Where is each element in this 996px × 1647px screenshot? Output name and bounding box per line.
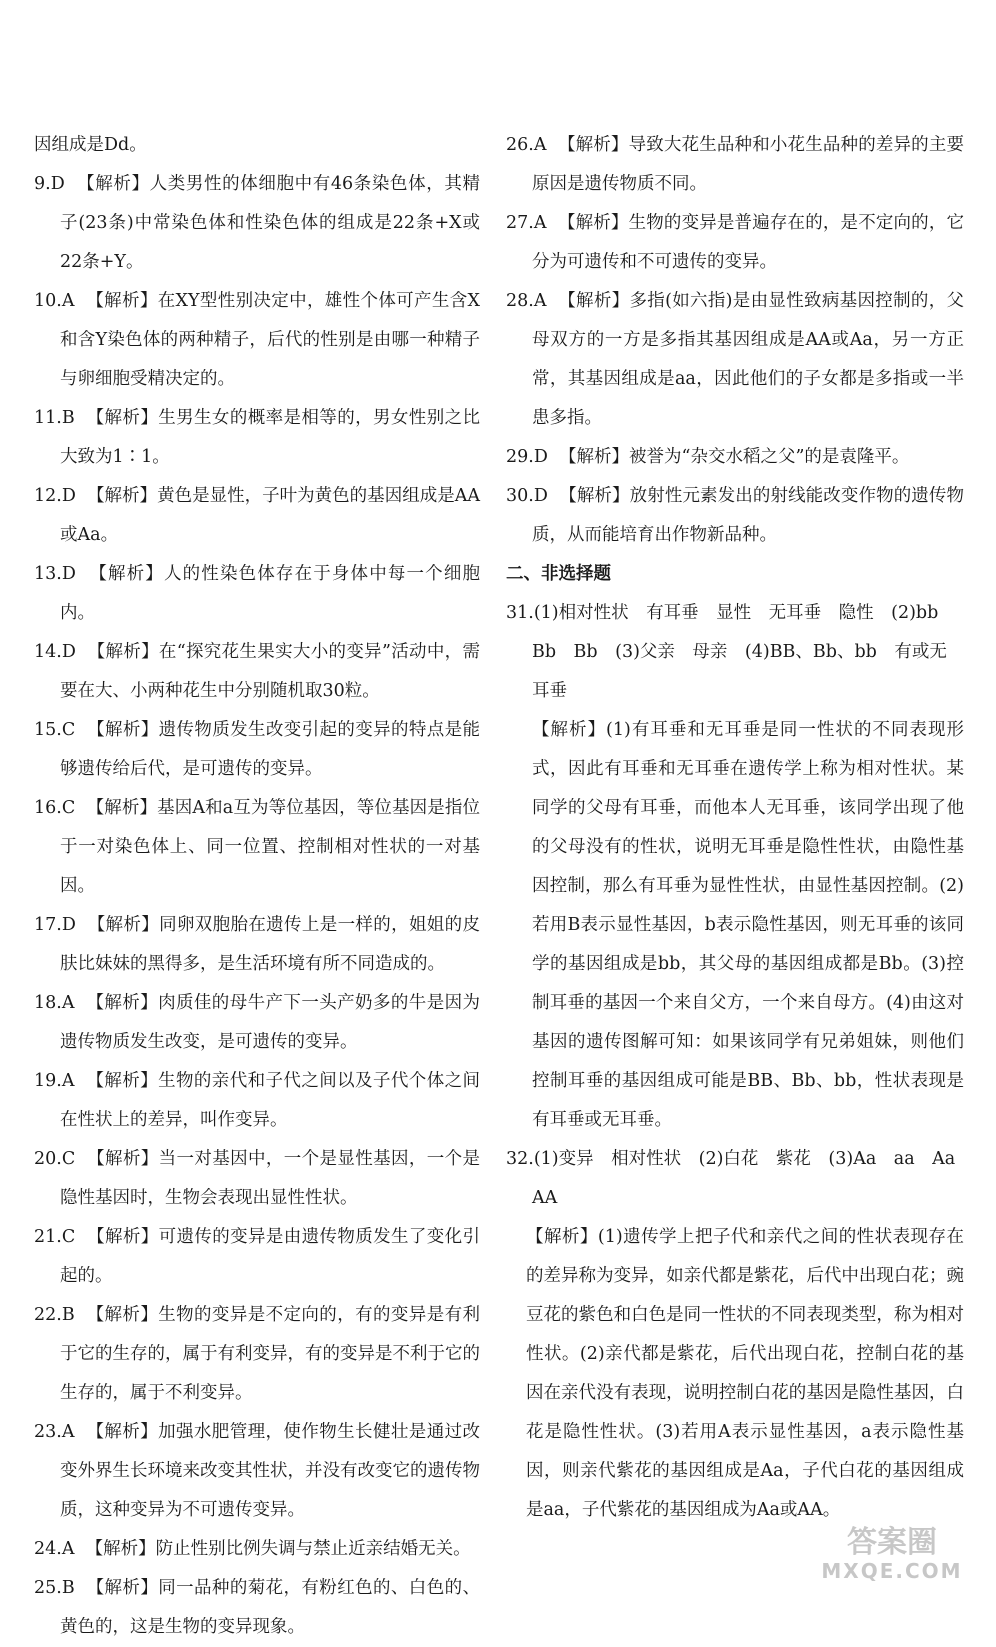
answer-item-22 bbox=[34, 1296, 480, 1413]
watermark-line2: MXQE.COM bbox=[821, 1559, 963, 1583]
item-explanation: 人的性染色体存在于身体中每一个细胞内。 bbox=[60, 564, 481, 623]
item-number: 26. bbox=[506, 135, 534, 155]
answer-item-23 bbox=[34, 1413, 480, 1530]
section-heading: 二、非选择题 bbox=[506, 564, 611, 584]
item-tag: 【解析】 bbox=[86, 993, 159, 1013]
item-number: 25. bbox=[34, 1578, 62, 1598]
item-answer: A bbox=[61, 1539, 75, 1559]
item-number: 13. bbox=[34, 564, 62, 584]
item-tag: 【解析】 bbox=[557, 135, 629, 155]
item-number: 18. bbox=[34, 993, 62, 1013]
answer-item-28 bbox=[506, 282, 964, 438]
item-explanation: 放射性元素发出的射线能改变作物的遗传物质，从而能培育出作物新品种。 bbox=[532, 486, 965, 545]
item-tag: 【解析】 bbox=[86, 1305, 159, 1325]
item-tag: 【解析】 bbox=[89, 564, 164, 584]
item-answer: B bbox=[61, 1305, 75, 1325]
q32-answer-text-1: (1)变异 相对性状 (2)白花 紫花 (3)Aa aa Aa bbox=[533, 1149, 956, 1169]
item-explanation: 基因A和a互为等位基因，等位基因是指位于一对染色体上、同一位置、控制相对性状的一对基因。 bbox=[60, 798, 480, 896]
item-explanation: 多指(如六指)是由显性致病基因控制的，父母双方的一方是多指其基因组成是AA或Aa，另一方正常，其基因组成是aa，因此他们的子女都是多指或一半患多指。 bbox=[532, 291, 965, 428]
item-tag: 【解析】 bbox=[86, 408, 159, 428]
item-tag: 【解析】 bbox=[87, 1149, 159, 1169]
item-answer: A bbox=[533, 135, 547, 155]
item-tag: 【解析】 bbox=[559, 486, 630, 506]
answer-item-18 bbox=[34, 984, 480, 1062]
item-explanation: 导致大花生品种和小花生品种的差异的主要原因是遗传物质不同。 bbox=[532, 135, 964, 194]
item-explanation: 生物的变异是不定向的，有的变异是有利于它的生存的，属于有利变异，有的变异是不利于它的生存的，属于不利变异。 bbox=[60, 1305, 480, 1403]
item-explanation: 防止性别比例失调与禁止近亲结婚无关。 bbox=[155, 1539, 471, 1559]
item-explanation: 人类男性的体细胞中有46条染色体，其精子(23条)中常染色体和性染色体的组成是22条+X或22条+Y。 bbox=[60, 174, 480, 272]
item-answer: B bbox=[61, 1578, 75, 1598]
item-answer: A bbox=[61, 291, 75, 311]
item-answer: C bbox=[61, 720, 76, 740]
item-tag: 【解析】 bbox=[87, 1227, 159, 1247]
item-answer: D bbox=[533, 447, 548, 467]
item-explanation: 被誉为“杂交水稻之父”的是袁隆平。 bbox=[629, 447, 910, 467]
answer-item-14 bbox=[34, 633, 480, 711]
item-number: 15. bbox=[34, 720, 62, 740]
answer-item-24 bbox=[34, 1530, 480, 1569]
item-number: 24. bbox=[34, 1539, 62, 1559]
item-number: 19. bbox=[34, 1071, 62, 1091]
answer-item-11 bbox=[34, 399, 480, 477]
item-number: 31. bbox=[506, 603, 534, 623]
item-number: 23. bbox=[34, 1422, 62, 1442]
q31-explanation: 【解析】(1)有耳垂和无耳垂是同一性状的不同表现形式，因此有耳垂和无耳垂在遗传学上称为相对性状。某同学的父母有耳垂，而他本人无耳垂，该同学出现了他的父母没有的性状，说明无耳垂是隐性性状，由隐性基因控制，那么有耳垂为显性性状，由显性基因控制。(2)若用B表示显性基因，b表示隐性基因，则无耳垂的该同学的基因组成是bb，其父母的基因组成都是Bb。(3)控制耳垂的基因一个来自父方，一个来自母方。(4)由这对基因的遗传图解可知：如果该同学有兄弟姐妹，则他们控制耳垂的基因组成可能是BB、Bb、bb，性状表现是有耳垂或无耳垂。 bbox=[532, 720, 964, 1130]
answer-item-13 bbox=[34, 555, 480, 633]
q31-answer-text-1: (1)相对性状 有耳垂 显性 无耳垂 隐性 (2)bb bbox=[533, 603, 939, 623]
item-answer: C bbox=[61, 1227, 76, 1247]
item-number: 21. bbox=[34, 1227, 62, 1247]
answer-item-20 bbox=[34, 1140, 480, 1218]
item-number: 10. bbox=[34, 291, 62, 311]
answer-item-12 bbox=[34, 477, 480, 555]
item-number: 20. bbox=[34, 1149, 62, 1169]
item-answer: D bbox=[533, 486, 548, 506]
item-answer: C bbox=[61, 798, 76, 818]
q32-explanation: 【解析】(1)遗传学上把子代和亲代之间的性状表现存在的差异称为变异，如亲代都是紫花，后代中出现白花；豌豆花的紫色和白色是同一性状的不同表现类型，称为相对性状。(2)亲代都是紫花，后代出现白花，控制白花的基因在亲代没有表现，说明控制白花的基因是隐性基因，白花是隐性性状。(3)若用A表示显性基因，a表示隐性基因，则亲代紫花的基因组成是Aa，子代白花的基因组成是aa，子代紫花的基因组成为Aa或AA。 bbox=[526, 1227, 964, 1520]
item-tag: 【解析】 bbox=[86, 1422, 159, 1442]
item-tag: 【解析】 bbox=[557, 213, 629, 233]
answer-item-21 bbox=[34, 1218, 480, 1296]
item-tag: 【解析】 bbox=[85, 1539, 156, 1559]
item-tag: 【解析】 bbox=[87, 642, 159, 662]
item-explanation: 同卵双胞胎在遗传上是一样的，姐姐的皮肤比妹妹的黑得多，是生活环境有所不同造成的。 bbox=[60, 915, 480, 974]
item-answer: A bbox=[533, 291, 547, 311]
answer-item-25 bbox=[34, 1569, 480, 1647]
item-answer: A bbox=[533, 213, 547, 233]
item-explanation: 当一对基因中，一个是显性基因，一个是隐性基因时，生物会表现出显性性状。 bbox=[60, 1149, 480, 1208]
item-tag: 【解析】 bbox=[87, 915, 160, 935]
answer-item-26 bbox=[506, 126, 964, 204]
item-answer: A bbox=[61, 1071, 75, 1091]
item-explanation: 可遗传的变异是由遗传物质发生了变化引起的。 bbox=[60, 1227, 480, 1286]
left-column bbox=[34, 126, 480, 1647]
answer-item-30 bbox=[506, 477, 964, 555]
item-answer: D bbox=[61, 486, 76, 506]
answer-item-10 bbox=[34, 282, 480, 399]
item-number: 12. bbox=[34, 486, 62, 506]
item-explanation: 生物的变异是普遍存在的，是不定向的，它分为可遗传和不可遗传的变异。 bbox=[532, 213, 964, 272]
answer-item-31 bbox=[506, 594, 964, 1140]
item-number: 22. bbox=[34, 1305, 62, 1325]
item-answer: D bbox=[50, 174, 65, 194]
q32-answer-line-2: AA bbox=[532, 1188, 558, 1208]
item-explanation: 生物的亲代和子代之间以及子代个体之间在性状上的差异，叫作变异。 bbox=[60, 1071, 481, 1130]
item-explanation: 在XY型性别决定中，雄性个体可产生含X和含Y染色体的两种精子，后代的性别是由哪一种精子与卵细胞受精决定的。 bbox=[60, 291, 480, 389]
answer-item-27 bbox=[506, 204, 964, 282]
item-number: 32. bbox=[506, 1149, 534, 1169]
item-answer: A bbox=[61, 993, 75, 1013]
item-number: 28. bbox=[506, 291, 534, 311]
item-tag: 【解析】 bbox=[558, 291, 630, 311]
item-number: 14. bbox=[34, 642, 62, 662]
answer-item-15 bbox=[34, 711, 480, 789]
q32-answer-line-1 bbox=[506, 1140, 964, 1179]
answer-item-17 bbox=[34, 906, 480, 984]
continuation-text bbox=[34, 126, 480, 165]
item-explanation: 黄色是显性，子叶为黄色的基因组成是AA或Aa。 bbox=[60, 486, 481, 545]
item-tag: 【解析】 bbox=[86, 1071, 159, 1091]
answer-item-32 bbox=[506, 1140, 964, 1530]
watermark-line1: 答案圈 bbox=[847, 1525, 937, 1560]
item-tag: 【解析】 bbox=[86, 1578, 159, 1598]
item-tag: 【解析】 bbox=[87, 486, 158, 506]
item-answer: D bbox=[61, 915, 76, 935]
item-number: 29. bbox=[506, 447, 534, 467]
q31-answer-line-1 bbox=[506, 594, 964, 633]
continuation-line: 因组成是Dd。 bbox=[34, 135, 147, 155]
item-answer: D bbox=[61, 564, 76, 584]
item-explanation: 生男生女的概率是相等的，男女性别之比大致为1∶1。 bbox=[60, 408, 480, 467]
q31-answer-line-2: Bb Bb (3)父亲 母亲 (4)BB、Bb、bb 有或无耳垂 bbox=[532, 642, 947, 701]
item-explanation: 同一品种的菊花，有粉红色的、白色的、黄色的，这是生物的变异现象。 bbox=[60, 1578, 480, 1637]
item-number: 30. bbox=[506, 486, 534, 506]
item-answer: B bbox=[61, 408, 75, 428]
right-column bbox=[506, 126, 964, 1530]
item-tag: 【解析】 bbox=[86, 798, 158, 818]
answer-item-19 bbox=[34, 1062, 480, 1140]
item-explanation: 遗传物质发生改变引起的变异的特点是能够遗传给后代，是可遗传的变异。 bbox=[60, 720, 480, 779]
item-explanation: 肉质佳的母牛产下一头产奶多的牛是因为遗传物质发生改变，是可遗传的变异。 bbox=[60, 993, 481, 1052]
item-answer: D bbox=[61, 642, 76, 662]
item-answer: C bbox=[61, 1149, 76, 1169]
watermark-logo bbox=[802, 1516, 982, 1586]
answer-item-16 bbox=[34, 789, 480, 906]
item-tag: 【解析】 bbox=[86, 291, 158, 311]
item-number: 17. bbox=[34, 915, 62, 935]
item-number: 9. bbox=[34, 174, 51, 194]
item-tag: 【解析】 bbox=[559, 447, 630, 467]
item-tag: 【解析】 bbox=[77, 174, 150, 194]
item-tag: 【解析】 bbox=[87, 720, 159, 740]
item-explanation: 在“探究花生果实大小的变异”活动中，需要在大、小两种花生中分别随机取30粒。 bbox=[60, 642, 480, 701]
item-number: 16. bbox=[34, 798, 62, 818]
answer-item-9 bbox=[34, 165, 480, 282]
item-number: 27. bbox=[506, 213, 534, 233]
item-number: 11. bbox=[34, 408, 62, 428]
answer-item-29 bbox=[506, 438, 964, 477]
item-answer: A bbox=[61, 1422, 75, 1442]
item-explanation: 加强水肥管理，使作物生长健壮是通过改变外界生长环境来改变其性状，并没有改变它的遗传物质，这种变异为不可遗传变异。 bbox=[60, 1422, 481, 1520]
